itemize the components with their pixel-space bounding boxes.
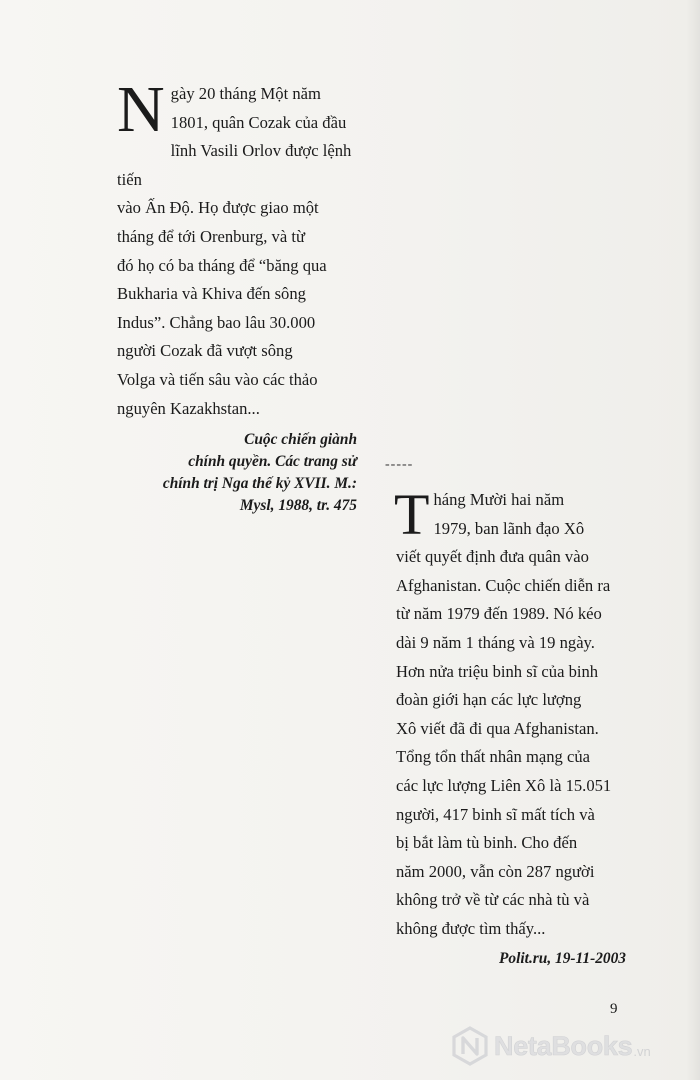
citation-line: chính trị Nga thế kỷ XVII. M.: xyxy=(162,475,357,493)
epigraph-2-line: viết quyết định đưa quân vào xyxy=(396,547,589,567)
epigraph-2-line: các lực lượng Liên Xô là 15.051 xyxy=(396,775,612,795)
epigraph-2-dropcap: T xyxy=(394,482,430,547)
epigraph-1-line: Indus”. Chẳng bao lâu 30.000 xyxy=(117,312,316,332)
epigraph-2-line: đoàn giới hạn các lực lượng xyxy=(396,690,582,710)
epigraph-2-text xyxy=(394,482,626,944)
epigraph-1-text xyxy=(117,73,357,423)
netabooks-watermark xyxy=(450,1020,696,1072)
watermark-brand: NetaBooks xyxy=(494,1030,633,1061)
epigraph-2-line: 1979, ban lãnh đạo Xô xyxy=(433,518,585,538)
epigraph-1 xyxy=(117,73,357,517)
epigraph-2-line: Hơn nửa triệu binh sĩ của binh xyxy=(396,661,599,681)
epigraph-2 xyxy=(394,482,626,970)
epigraph-2-line: năm 2000, vẫn còn 287 người xyxy=(396,861,595,881)
watermark-suffix: .vn xyxy=(633,1043,651,1059)
epigraph-2-line: người, 417 binh sĩ mất tích và xyxy=(396,804,595,824)
epigraph-2-line: háng Mười hai năm xyxy=(433,490,565,509)
epigraph-1-line: gày 20 tháng Một năm xyxy=(170,84,321,103)
citation-line: Cuộc chiến giành xyxy=(244,431,357,449)
epigraph-1-line: vào Ấn Độ. Họ được giao một xyxy=(117,198,319,218)
epigraph-1-line: lĩnh Vasili Orlov được lệnh tiến xyxy=(117,141,352,189)
epigraph-2-line: Afghanistan. Cuộc chiến diễn ra xyxy=(396,575,611,595)
epigraph-1-line: Bukharia và Khiva đến sông xyxy=(117,284,306,304)
epigraph-2-line: Xô viết đã đi qua Afghanistan. xyxy=(396,718,599,738)
epigraph-2-line: dài 9 năm 1 tháng và 19 ngày. xyxy=(396,632,595,652)
hexagon-n-logo-icon xyxy=(450,1026,490,1066)
citation-line: chính quyền. Các trang sử xyxy=(188,453,357,471)
epigraph-1-line: nguyên Kazakhstan... xyxy=(117,398,260,418)
epigraph-2-line: không được tìm thấy... xyxy=(396,918,546,938)
citation-line: Mysl, 1988, tr. 475 xyxy=(239,497,357,515)
epigraph-2-line: không trở về từ các nhà tù và xyxy=(396,890,590,910)
epigraph-1-citation xyxy=(117,429,357,517)
epigraph-2-line: bị bắt làm tù binh. Cho đến xyxy=(396,833,578,853)
epigraph-2-line: từ năm 1979 đến 1989. Nó kéo xyxy=(396,604,602,624)
epigraph-2-line: Tổng tổn thất nhân mạng của xyxy=(396,747,591,767)
epigraph-1-line: Volga và tiến sâu vào các thảo xyxy=(117,369,318,389)
page-number: 9 xyxy=(610,1001,618,1017)
page-edge-shadow xyxy=(686,0,700,1080)
epigraph-1-line: 1801, quân Cozak của đầu xyxy=(170,112,347,132)
epigraph-1-line: đó họ có ba tháng để “băng qua xyxy=(117,255,327,275)
epigraph-1-line: người Cozak đã vượt sông xyxy=(117,341,293,361)
epigraph-1-dropcap: N xyxy=(117,73,165,146)
epigraph-2-citation: Polit.ru, 19-11-2003 xyxy=(499,949,626,967)
section-separator: ----- xyxy=(385,457,414,472)
epigraph-1-line: tháng để tới Orenburg, và từ xyxy=(117,226,305,246)
